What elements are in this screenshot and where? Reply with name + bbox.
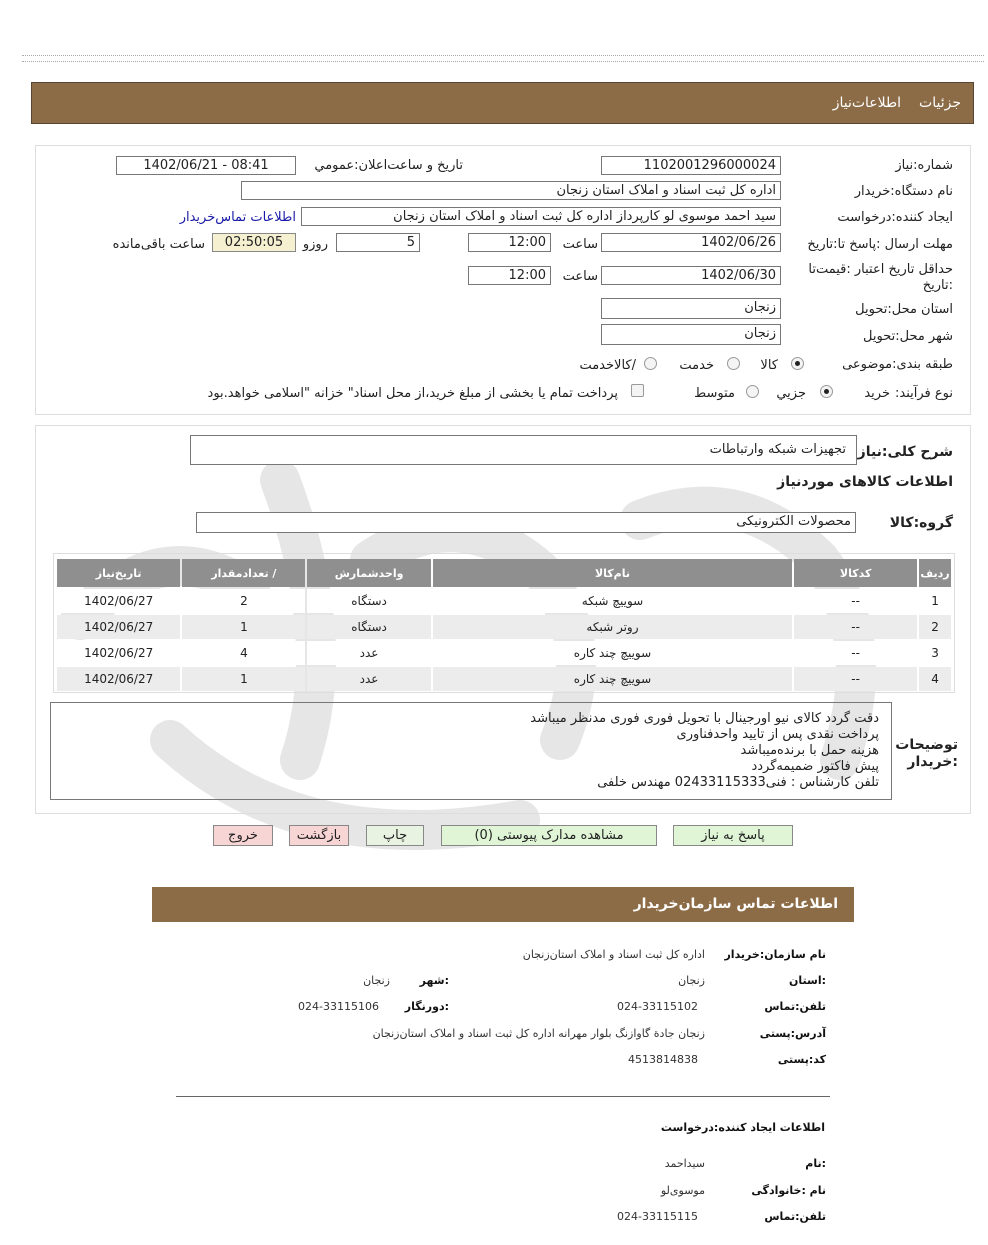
requester-phone-label: تلفن:تماس (764, 1210, 826, 1223)
city-contact-label: :شهر (419, 974, 449, 987)
cell: 1 (182, 615, 305, 639)
days-label: روزو (302, 237, 328, 252)
table-row (57, 667, 951, 691)
process-medium-radio[interactable] (746, 385, 759, 398)
requester-name-value: سیداحمد (664, 1157, 705, 1170)
announce-date-field: 1402/06/21 - 08:41 (116, 156, 296, 175)
process-partial-label: جزیي (776, 386, 806, 401)
section-divider (176, 1096, 830, 1097)
validity-time-field: 12:00 (468, 266, 551, 285)
requester-title: اطلاعات ایجاد کننده:درخواست (660, 1121, 825, 1134)
creator-label: ایجاد کننده:درخواست (837, 210, 953, 225)
cell: -- (794, 641, 917, 665)
cell: عدد (307, 667, 430, 691)
attachments-button[interactable]: مشاهده مدارک پیوستی (0) (441, 825, 657, 846)
note-line: پرداخت نقدی پس از تایید واحدفناوری (676, 727, 879, 742)
cell: 1 (182, 667, 305, 691)
goods-group-label: گروه:کالا (889, 515, 953, 531)
postal-code-label: کد:پستی (777, 1053, 826, 1066)
category-label: طبقه بندی:موضوعی (842, 357, 953, 372)
col-name: نام‌کالا (433, 559, 793, 587)
tab-details[interactable]: جزئیات (919, 95, 961, 111)
category-goods-service-label: /کالاخدمت (579, 358, 636, 373)
header-bar (31, 82, 974, 124)
fax-contact-value: 024-33115106 (298, 1000, 379, 1013)
province-contact-label: :استان (789, 974, 826, 987)
address-value: زنجان جادة گاوازنگ بلوار مهرانه اداره کل ثبت اسناد و املاک استان‌زنجان (372, 1027, 705, 1040)
province-contact-value: زنجان (678, 974, 705, 987)
cell: عدد (307, 641, 430, 665)
need-number-field: 1102001296000024 (601, 156, 781, 175)
requester-family-label: نام :خانوادگی (751, 1184, 826, 1197)
buyer-notes-box (50, 702, 892, 800)
validity-label: حداقل تاریخ اعتبار :قیمت‌تا (808, 262, 953, 277)
goods-group-field: محصولات الکترونیکی (196, 512, 856, 533)
buyer-contact-link[interactable]: اطلاعات تماس‌خریدار (179, 210, 296, 225)
announce-date-label: تاریخ و ساعت‌اعلان:عمومي (314, 158, 463, 173)
send-date-field: 1402/06/26 (601, 233, 781, 252)
cell: 1402/06/27 (57, 667, 180, 691)
cell: -- (794, 589, 917, 613)
remaining-time-field: 02:50:05 (212, 233, 296, 252)
cell: سوییچ چند کاره (433, 667, 793, 691)
fax-contact-label: :دورنگار (404, 1000, 449, 1013)
send-hour-label: ساعت (562, 237, 598, 252)
process-medium-label: متوسط (694, 386, 735, 401)
buyer-org-label: نام دستگاه:خریدار (854, 184, 953, 199)
general-desc-label: شرح کلی:نیاز (857, 444, 953, 460)
requester-phone-value: 024-33115115 (617, 1210, 698, 1223)
postal-code-value: 4513814838 (628, 1053, 698, 1066)
category-service-label: خدمت (679, 358, 714, 373)
validity-label-2: :تاریخ (922, 278, 953, 293)
cell: 1 (919, 589, 951, 613)
top-divider (22, 55, 984, 62)
col-date: تاریخ‌نیاز (57, 559, 180, 587)
back-button[interactable]: بازگشت (289, 825, 349, 846)
table-row (57, 641, 951, 665)
cell: سوییچ شبکه (433, 589, 793, 613)
exit-button[interactable]: خروج (213, 825, 273, 846)
items-table (55, 557, 953, 693)
note-line: هزینه حمل با برنده‌میباشد (740, 743, 879, 758)
process-partial-radio[interactable] (820, 385, 833, 398)
reply-button[interactable]: پاسخ به نیاز (673, 825, 793, 846)
table-row (57, 615, 951, 639)
cell: 2 (182, 589, 305, 613)
days-field: 5 (336, 233, 420, 252)
buyer-org-field: اداره کل ثبت اسناد و املاک استان زنجان (241, 181, 781, 200)
org-contact-title: اطلاعات تماس سازمان‌خریدار (152, 887, 854, 922)
requester-family-value: موسوی‌لو (660, 1184, 705, 1197)
category-goods-service-radio[interactable] (644, 357, 657, 370)
treasury-payment-checkbox[interactable] (631, 384, 644, 397)
cell: -- (794, 667, 917, 691)
note-line: پیش فاکتور ضمیمه‌گردد (751, 759, 879, 774)
send-deadline-label: مهلت ارسال :پاسخ تا:تاریخ (807, 237, 953, 252)
general-desc-field: تجهیزات شبکه وارتباطات (190, 435, 857, 465)
col-quantity: / تعدادمقدار (182, 559, 305, 587)
remaining-label: ساعت باقی‌مانده (112, 237, 205, 252)
org-name-label: نام سازمان:خریدار (724, 948, 826, 961)
col-row: ردیف (919, 559, 951, 587)
cell: 2 (919, 615, 951, 639)
col-code: کدکالا (794, 559, 917, 587)
cell: دستگاه (307, 589, 430, 613)
cell: 4 (919, 667, 951, 691)
address-label: آدرس:پستی (759, 1027, 826, 1040)
cell: 4 (182, 641, 305, 665)
city-contact-value: زنجان (363, 974, 390, 987)
phone-contact-label: تلفن:تماس (764, 1000, 826, 1013)
cell: 1402/06/27 (57, 615, 180, 639)
process-label: نوع فرآیند: (895, 386, 953, 401)
note-line: تلفن کارشناس : فنی02433115333 مهندس خلفی (597, 775, 879, 790)
category-service-radio[interactable] (727, 357, 740, 370)
need-number-label: شماره:نیاز (895, 158, 953, 173)
province-label: استان محل:تحویل (855, 302, 953, 317)
category-goods-label: کالا (760, 358, 778, 373)
send-time-field: 12:00 (468, 233, 551, 252)
goods-info-title: اطلاعات کالاهای موردنیاز (777, 474, 953, 490)
note-line: دقت گردد کالای نیو اورجینال با تحویل فوری فوری مدنظر میباشد (530, 711, 879, 726)
city-label: شهر محل:تحویل (863, 329, 953, 344)
buyer-notes-label-2: :خریدار (907, 754, 958, 770)
phone-contact-value: 024-33115102 (617, 1000, 698, 1013)
tab-need-info[interactable]: اطلاعات‌نیاز (832, 95, 902, 111)
cell: سوییچ چند کاره (433, 641, 793, 665)
buyer-notes-label: توضیحات (895, 737, 958, 753)
cell: 1402/06/27 (57, 589, 180, 613)
city-field: زنجان (601, 324, 781, 345)
validity-date-field: 1402/06/30 (601, 266, 781, 285)
validity-hour-label: ساعت (562, 269, 598, 284)
org-name-value: اداره کل ثبت اسناد و املاک استان‌زنجان (522, 948, 705, 961)
category-goods-radio[interactable] (791, 357, 804, 370)
requester-name-label: :نام (805, 1157, 826, 1170)
cell: دستگاه (307, 615, 430, 639)
cell: روتر شبکه (433, 615, 793, 639)
cell: -- (794, 615, 917, 639)
cell: 3 (919, 641, 951, 665)
process-buy-label: خرید (864, 386, 890, 401)
cell: 1402/06/27 (57, 641, 180, 665)
province-field: زنجان (601, 298, 781, 319)
print-button[interactable]: چاپ (366, 825, 424, 846)
col-unit: واحدشمارش (307, 559, 430, 587)
creator-field: سید احمد موسوی لو کارپرداز اداره کل ثبت اسناد و املاک استان زنجان (301, 207, 781, 226)
table-row (57, 589, 951, 613)
treasury-payment-label: پرداخت تمام یا بخشی از مبلغ خرید،از محل اسناد" خزانه "اسلامی خواهد.بود (207, 386, 618, 401)
